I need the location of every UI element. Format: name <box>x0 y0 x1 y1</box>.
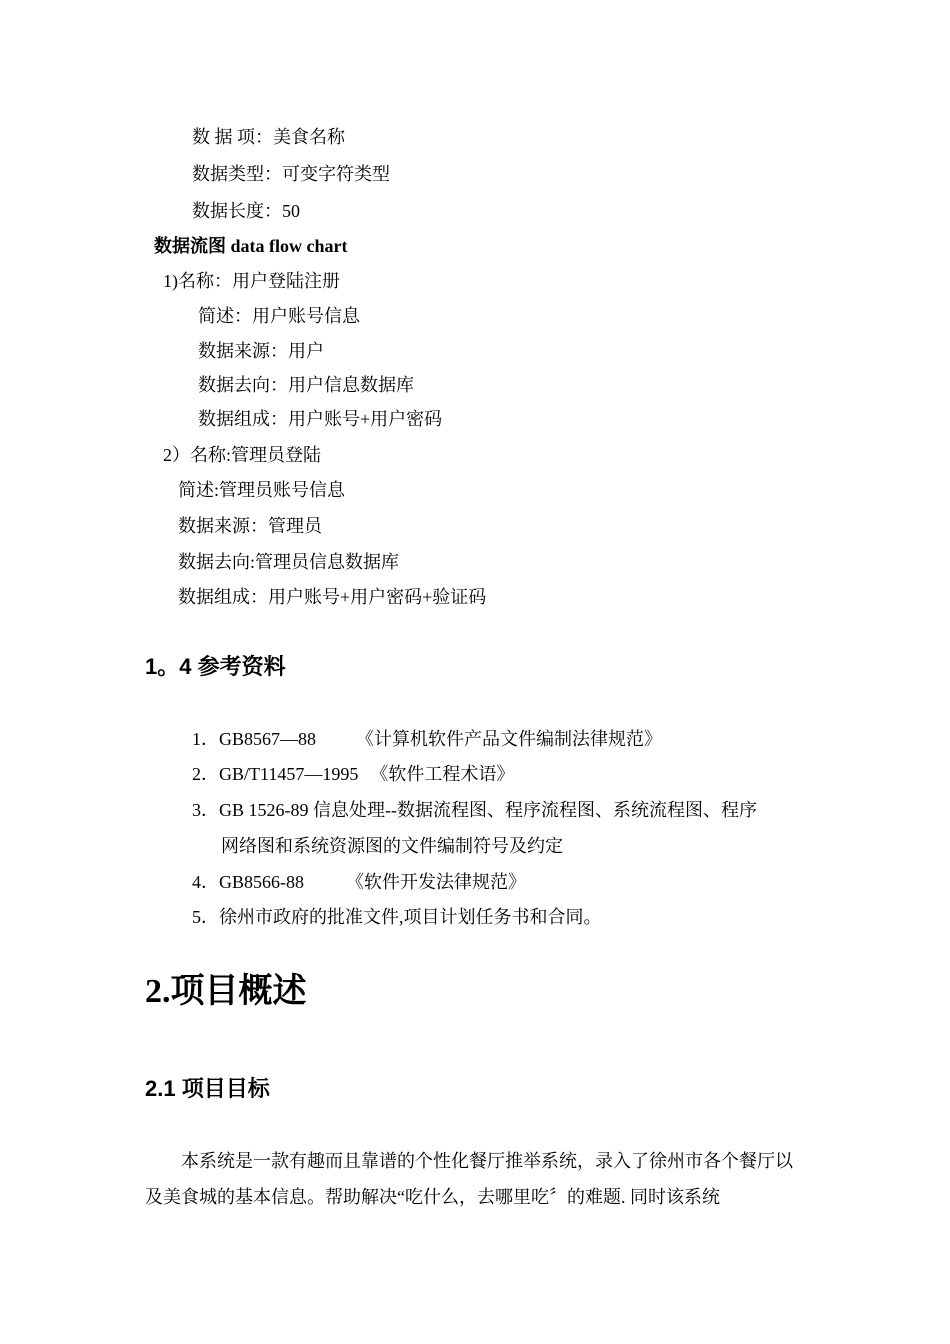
flow2-line: 数据组成：用户账号+用户密码+验证码 <box>178 587 487 607</box>
reference-item <box>192 870 526 894</box>
field-label: 数 据 项： <box>192 127 273 147</box>
reference-number: 3． <box>192 800 219 820</box>
flow1-line: 数据组成：用户账号+用户密码 <box>198 409 443 429</box>
section-2-heading: 2.项目概述 <box>145 973 307 1010</box>
field-label: 数据类型： <box>192 164 282 184</box>
reference-text: GB 1526-89 信息处理--数据流程图、程序流程图、系统流程图、程序 <box>219 800 757 820</box>
field-value: 可变字符类型 <box>282 164 390 184</box>
field-label: 数据长度： <box>192 201 282 221</box>
reference-text: 徐州市政府的批准文件,项目计划任务书和合同。 <box>219 907 602 927</box>
reference-title: 《软件开发法律规范》 <box>346 872 526 892</box>
references-heading: 1。4 参考资料 <box>145 654 286 679</box>
reference-title: 《计算机软件产品文件编制法律规范》 <box>356 729 663 749</box>
reference-item <box>192 727 662 751</box>
dfd-heading: 数据流图 data flow chart <box>154 236 348 256</box>
field-data-type <box>192 162 390 186</box>
reference-code: GB8566-88 <box>219 872 304 892</box>
section-2-1-heading: 2.1 项目目标 <box>145 1076 270 1101</box>
flow1-title: 1)名称：用户登陆注册 <box>163 271 340 291</box>
reference-item <box>192 905 602 929</box>
field-value: 美食名称 <box>273 127 345 147</box>
flow1-line: 简述：用户账号信息 <box>198 306 360 326</box>
reference-code: GB8567—88 <box>219 729 317 749</box>
field-data-item <box>192 125 345 149</box>
reference-title: 《软件工程术语》 <box>370 764 515 784</box>
flow1-line: 数据去向：用户信息数据库 <box>198 375 414 395</box>
reference-number: 1． <box>192 729 219 749</box>
field-data-length <box>192 199 300 223</box>
reference-number: 2． <box>192 764 219 784</box>
flow2-line: 数据来源：管理员 <box>178 516 322 536</box>
reference-number: 4． <box>192 872 219 892</box>
flow2-line: 简述:管理员账号信息 <box>178 480 346 500</box>
reference-code: GB/T11457—1995 <box>219 764 359 784</box>
flow1-line: 数据来源：用户 <box>198 341 324 361</box>
reference-item <box>192 798 757 822</box>
reference-number: 5． <box>192 907 219 927</box>
reference-item-continuation: 网络图和系统资源图的文件编制符号及约定 <box>221 836 563 856</box>
reference-item <box>192 762 514 786</box>
intro-paragraph: 本系统是一款有趣而且靠谱的个性化餐厅推举系统，录入了徐州市各个餐厅以及美食城的基本信息。帮助解决“吃什么，去哪里吃〞的难题. 同时该系统 <box>145 1151 793 1207</box>
field-value: 50 <box>282 201 300 221</box>
flow2-line: 数据去向:管理员信息数据库 <box>178 552 399 572</box>
flow2-title: 2）名称:管理员登陆 <box>163 445 322 465</box>
